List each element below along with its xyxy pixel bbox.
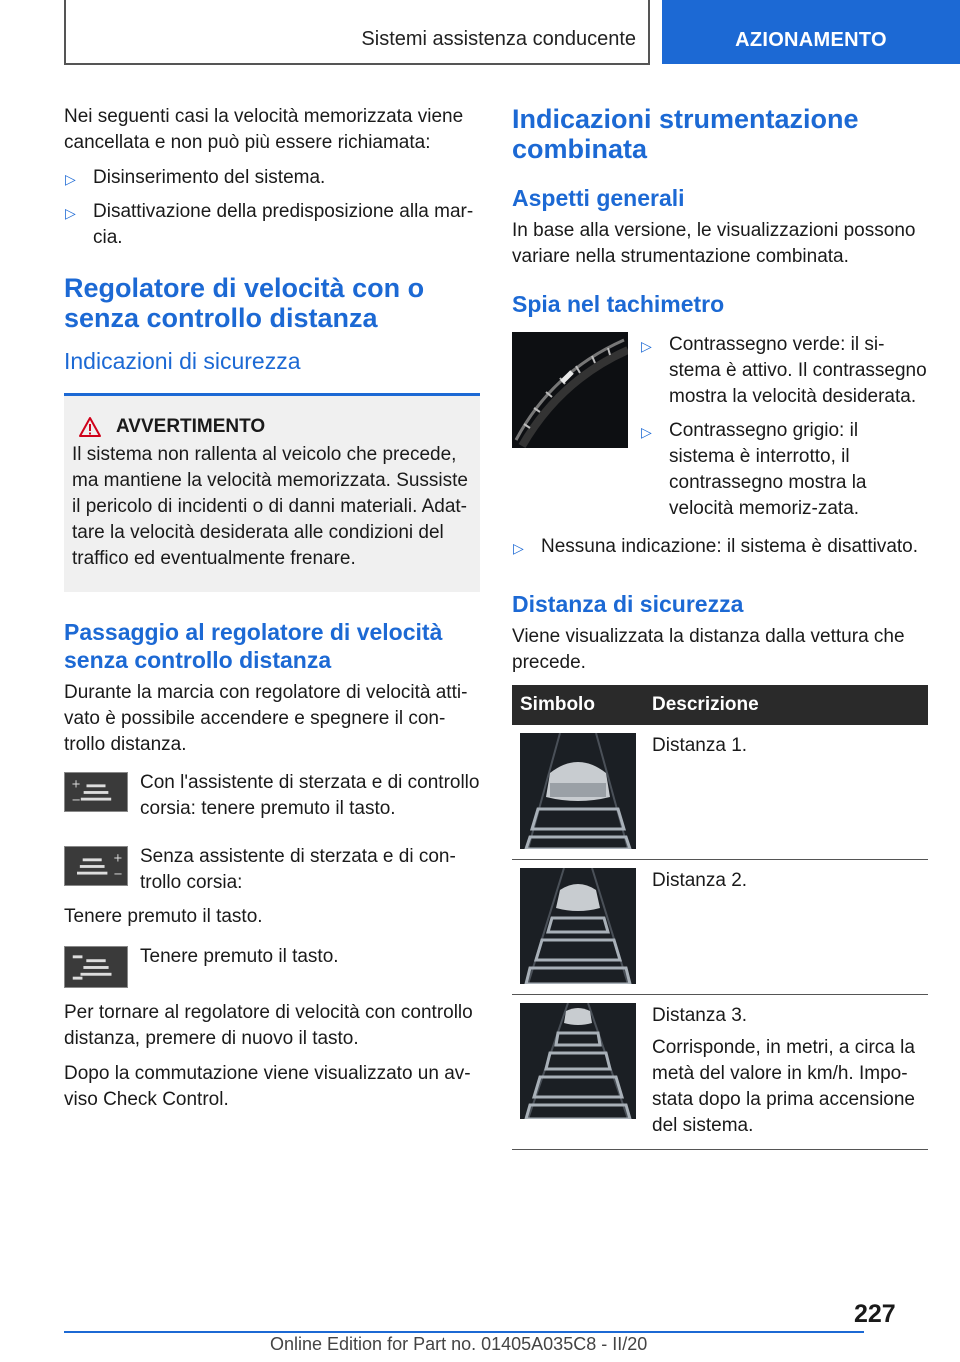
header-divider	[648, 0, 650, 64]
status-list	[512, 534, 928, 560]
left-column	[64, 104, 480, 1122]
footer-edition: Online Edition for Part no. 01405A035C8 - II/20	[270, 1334, 648, 1354]
heading-general: Aspetti generali	[512, 185, 685, 211]
distance-control-button-icon	[64, 946, 128, 988]
table-row	[512, 725, 928, 860]
heading-safety: Indicazioni di sicurezza	[64, 348, 301, 374]
cancel-list	[64, 165, 480, 251]
speedo-list	[640, 332, 928, 530]
warning-box	[64, 393, 480, 592]
warning-title: AVVERTIMENTO	[116, 416, 266, 437]
intro-text: Nei seguenti casi la velocità memorizzata viene cancellata e non può più essere richiamata:	[64, 106, 464, 153]
triangle-bullet-icon: ▷	[641, 338, 652, 354]
svg-text:+: +	[71, 776, 81, 791]
heading-instrument-cluster: Indicazioni strumentazione combinata	[512, 104, 859, 164]
svg-text:−: −	[71, 792, 81, 807]
icon-row: Tenere premuto il tasto.	[64, 944, 480, 988]
section-title: Sistemi assistenza conducente	[361, 28, 636, 50]
hold-text: Tenere premuto il tasto.	[64, 906, 263, 927]
table-header-description: Descrizione	[644, 685, 928, 725]
distance-1-symbol	[520, 733, 636, 849]
svg-text:−: −	[113, 866, 123, 881]
triangle-bullet-icon: ▷	[65, 205, 76, 221]
right-column	[512, 104, 928, 1150]
table-row	[512, 995, 928, 1150]
heading-switch: Passaggio al regolatore di velocità senza controllo distanza	[64, 619, 443, 673]
list-item: ▷ Nessuna indicazione: il sistema è disattivato.	[512, 534, 928, 560]
distance-symbol-table	[512, 685, 928, 1150]
distance-3-text: Distanza 3.	[652, 1005, 748, 1026]
general-text: In base alla versione, le visualizzazioni possono variare nella strumentazione combinata.	[512, 220, 916, 267]
header-bottom-rule	[64, 63, 650, 65]
back-text: Per tornare al regolatore di velocità con controllo distanza, premere di nuovo il tasto.	[64, 1002, 473, 1049]
distance-3-symbol	[520, 1003, 636, 1119]
distance-text: Viene visualizzata la distanza dalla vettura che precede.	[512, 626, 905, 673]
page-number: 227	[854, 1300, 896, 1328]
header-left-rule	[64, 0, 66, 64]
table-header-symbol: Simbolo	[512, 685, 644, 725]
footer-rule	[64, 1331, 864, 1333]
heading-speedometer: Spia nel tachimetro	[512, 291, 725, 317]
icon-row: + − Con l'assistente di sterzata e di controllo corsia: tenere premuto il tasto.	[64, 770, 480, 822]
distance-control-button-icon	[64, 846, 128, 886]
heading-cruise-control: Regolatore di velocità con o senza controllo distanza	[64, 273, 425, 333]
speedometer-image	[512, 332, 628, 448]
heading-distance: Distanza di sicurezza	[512, 591, 744, 617]
svg-text:+: +	[113, 850, 123, 865]
list-item: ▷ Contrassegno grigio: il sistema è interrotto, il contrassegno mostra la velocità memoriz-zata.	[641, 420, 867, 519]
list-item: ▷ Disattivazione della predisposizione alla mar-cia.	[65, 201, 474, 248]
triangle-bullet-icon: ▷	[513, 540, 524, 556]
triangle-bullet-icon: ▷	[65, 171, 76, 187]
icon-row: + − Senza assistente di sterzata e di con-trollo corsia:	[64, 844, 480, 896]
list-item: ▷ Contrassegno verde: il si-stema è attivo. Il contrassegno mostra la velocità desiderata.	[641, 334, 927, 407]
distance-2-text: Distanza 2.	[652, 870, 748, 891]
list-item: ▷ Disinserimento del sistema.	[64, 165, 480, 191]
distance-3-note: Corrisponde, in metri, a circa la metà del valore in km/h. Impo-stata dopo la prima accensione del sistema.	[652, 1037, 915, 1136]
distance-2-symbol	[520, 868, 636, 984]
distance-1-text: Distanza 1.	[652, 735, 748, 756]
switch-text: Durante la marcia con regolatore di velocità atti-vato è possibile accendere e spegnere il con-trollo distanza.	[64, 682, 468, 755]
warning-text: Il sistema non rallenta al veicolo che precede, ma mantiene la velocità memorizzata. Sussiste il pericolo di incidenti o di danni materiali. Adat-tare la velocità desiderata alle condizioni del traffico ed eventualmente frenare.	[72, 444, 468, 569]
chapter-title: AZIONAMENTO	[735, 29, 887, 51]
chapter-tab	[662, 0, 960, 64]
warning-triangle-icon	[78, 416, 102, 438]
table-row	[512, 860, 928, 995]
triangle-bullet-icon: ▷	[641, 424, 652, 440]
after-text: Dopo la commutazione viene visualizzato un av-viso Check Control.	[64, 1063, 471, 1110]
distance-control-button-icon	[64, 772, 128, 812]
